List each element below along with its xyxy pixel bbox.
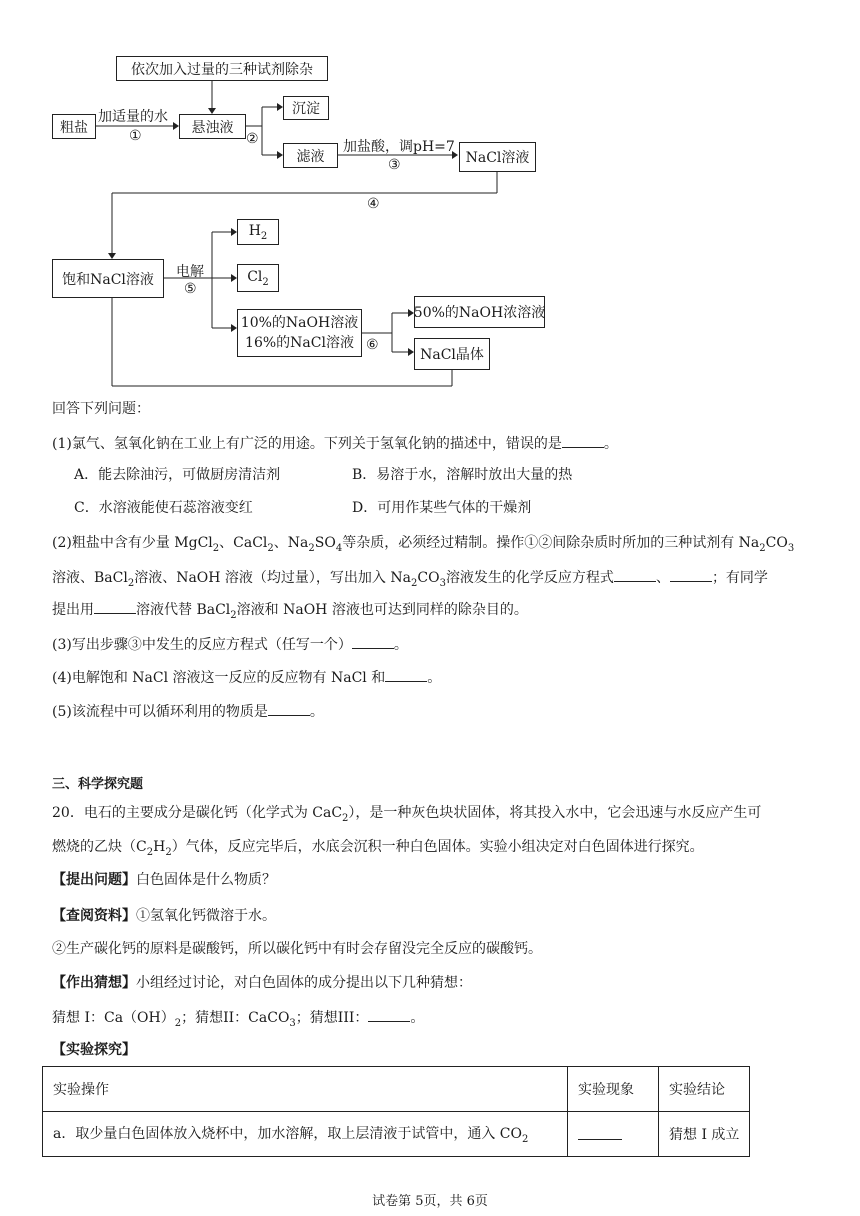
h2-symbol: H (248, 222, 261, 239)
guess-c: ；猜想III： (295, 1010, 369, 1026)
table-cell-op (43, 1112, 568, 1157)
nacl-solution-box (459, 142, 536, 172)
q2-l2-sub3: 3 (439, 577, 446, 589)
add-hcl-label: 加盐酸，调pH=7 (343, 139, 455, 155)
q1-blank[interactable] (562, 433, 604, 448)
option-b: B．易溶于水，溶解时放出大量的热 (352, 467, 573, 483)
q3-text: (3)写出步骤③中发生的反应方程式（任写一个） (52, 637, 352, 653)
q5-text: (5)该流程中可以循环利用的物质是 (52, 704, 268, 720)
row1-op-text: a．取少量白色固体放入烧杯中，加水溶解，取上层清液于试管中，通入 CO (53, 1126, 522, 1143)
q2-blank-2[interactable] (670, 567, 712, 582)
mixture-line2: 16%的NaCl溶液 (245, 335, 354, 351)
nacl-crystal-box (414, 338, 490, 370)
question-4 (52, 667, 441, 688)
table-cell-phenomenon (568, 1112, 659, 1157)
q2-f: CO (765, 535, 788, 551)
h2-box (237, 219, 279, 245)
guess-blank[interactable] (368, 1007, 410, 1022)
guess-b: ；猜想II：CaCO (181, 1010, 290, 1026)
reference-1 (52, 906, 276, 926)
q2-l3-sub1: 2 (230, 609, 237, 621)
q2-blank-3[interactable] (94, 599, 136, 614)
q2-l2-sub1: 2 (127, 577, 135, 589)
q2-a: (2)粗盐中含有少量 MgCl (52, 535, 213, 551)
mixture-line1: 10%的NaOH溶液 (240, 315, 359, 331)
q4-blank[interactable] (385, 667, 427, 682)
h2-subscript: 2 (260, 230, 268, 242)
q2-l3-b: 溶液代替 BaCl (136, 602, 231, 618)
q2-c: 、Na (273, 535, 309, 551)
table-header-conclusion: 实验结论 (659, 1067, 750, 1112)
table-header-phenomenon: 实验现象 (568, 1067, 659, 1112)
guess-sub2: 3 (289, 1017, 296, 1029)
q20-l2-sub1: 2 (146, 846, 154, 858)
ask-text: 白色固体是什么物质？ (136, 872, 276, 888)
q4-text: (4)电解饱和 NaCl 溶液这一反应的反应物有 NaCl 和 (52, 670, 386, 686)
guess-end: 。 (410, 1010, 425, 1026)
option-a: A．能去除油污，可做厨房清洁剂 (74, 467, 281, 483)
nacl-crystal-text: NaCl晶体 (420, 347, 484, 363)
q2-sub4: 4 (335, 542, 343, 554)
q2-sub3: 2 (308, 542, 315, 554)
q3-blank[interactable] (352, 634, 394, 649)
q2-l3-c: 溶液和 NaOH 溶液也可达到同样的除杂目的。 (236, 602, 528, 618)
q2-l2-b: 溶液、NaOH 溶液（均过量），写出加入 Na (134, 570, 411, 586)
q2-l2-sep: 、 (655, 570, 670, 586)
table-header-row (43, 1067, 750, 1112)
add-water-label: 加适量的水 (98, 109, 168, 125)
step1-label: ① (129, 128, 142, 144)
q20-l2-sub2: 2 (165, 846, 172, 858)
step3-label: ③ (388, 157, 401, 173)
step6-label: ⑥ (366, 337, 379, 353)
ask-label: 【提出问题】 (52, 872, 136, 888)
q4-end: 。 (427, 670, 442, 686)
naoh-50-box (414, 296, 545, 328)
q2-e: 等杂质，必须经过精制。操作①②间除杂质时所加的三种试剂有 Na (342, 535, 760, 551)
guess-text: 小组经过讨论，对白色固体的成分提出以下几种猜想： (136, 975, 472, 991)
q20-l2-b: H (153, 839, 166, 855)
q2-sub2: 2 (267, 542, 274, 554)
q2-b: 、CaCl (219, 535, 268, 551)
q2-l3-a: 提出用 (52, 602, 94, 618)
question-1 (52, 433, 618, 454)
page-footer: 试卷第 5页，共 6页 (372, 1194, 488, 1209)
q20-l2-c: ）气体，反应完毕后，水底会沉积一种白色固体。实验小组决定对白色固体进行探究。 (171, 839, 704, 855)
q2-l2-a: 溶液、BaCl (52, 570, 128, 586)
ask-question (52, 870, 276, 890)
q20-a: 20．电石的主要成分是碳化钙（化学式为 CaC (52, 805, 343, 821)
q5-blank[interactable] (268, 701, 310, 716)
cl2-box (237, 264, 279, 292)
question-2-line3 (52, 599, 528, 626)
section-title: 三、科学探究题 (52, 777, 144, 792)
filtrate-text: 滤液 (296, 148, 325, 165)
h2-text (249, 223, 268, 242)
q2-d: SO (314, 535, 336, 551)
step5-label: ⑤ (184, 281, 197, 297)
q2-sub1: 2 (212, 542, 220, 554)
q5-end: 。 (309, 704, 324, 720)
electrolysis-label: 电解 (176, 264, 204, 280)
q20-b: ），是一种灰色块状固体，将其投入水中，它会迅速与水反应产生可 (348, 805, 762, 821)
experiment-table (42, 1066, 750, 1157)
crude-salt-box (52, 114, 96, 139)
reagent-box (116, 56, 328, 81)
table-cell-conclusion: 猜想 I 成立 (659, 1112, 750, 1157)
q2-sub6: 3 (787, 542, 795, 554)
question-2-line2 (52, 567, 768, 594)
answer-prompt: 回答下列问题： (52, 401, 150, 417)
question-5 (52, 701, 324, 722)
experiment-label: 【实验探究】 (52, 1042, 136, 1058)
q1-text: (1)氯气、氢氧化钠在工业上有广泛的用途。下列关于氢氧化钠的描述中，错误的是 (52, 436, 562, 452)
reagent-box-text: 依次加入过量的三种试剂除杂 (131, 61, 313, 78)
question-3 (52, 634, 408, 655)
option-d: D．可用作某些气体的干燥剂 (352, 500, 532, 516)
q20-sub1: 2 (342, 812, 349, 824)
saturated-nacl-text: 饱和NaCl溶液 (62, 271, 154, 288)
hypothesis-intro (52, 973, 472, 993)
hypothesis-line (52, 1007, 424, 1034)
ref-text1: ①氢氧化钙微溶于水。 (136, 908, 276, 924)
question-20-line1 (52, 803, 761, 829)
phenomenon-blank[interactable] (578, 1125, 622, 1140)
step4-label: ④ (367, 196, 380, 212)
table-header-op: 实验操作 (43, 1067, 568, 1112)
naoh-50-text: 50%的NaOH浓溶液 (413, 305, 546, 321)
step2-label: ② (246, 131, 259, 147)
suspension-text: 悬浊液 (191, 119, 234, 136)
q2-l2-e: ；有同学 (711, 570, 768, 586)
saturated-nacl-box (52, 259, 164, 298)
table-row (43, 1112, 750, 1157)
guess-a: 猜想 I：Ca（OH） (52, 1010, 175, 1026)
mixture-box (237, 309, 362, 357)
cl2-text (247, 269, 269, 288)
q3-end: 。 (393, 637, 408, 653)
question-2-line1 (52, 533, 794, 559)
q2-blank-1[interactable] (614, 567, 656, 582)
precipitate-box (283, 96, 329, 120)
reference-2: ②生产碳化钙的原料是碳酸钙，所以碳化钙中有时会存留没完全反应的碳酸钙。 (52, 941, 542, 957)
cl2-subscript: 2 (262, 276, 269, 288)
ref-label: 【查阅资料】 (52, 908, 136, 924)
question-20-line2 (52, 837, 704, 863)
q1-end: 。 (603, 436, 618, 452)
crude-salt-text: 粗盐 (60, 119, 88, 136)
guess-label: 【作出猜想】 (52, 975, 136, 991)
guess-sub1: 2 (174, 1017, 182, 1029)
q2-l2-c: CO (417, 570, 440, 586)
q2-l2-sub2: 2 (410, 577, 418, 589)
nacl-solution-text: NaCl溶液 (465, 150, 530, 166)
filtrate-box (283, 143, 338, 168)
suspension-box (179, 114, 246, 139)
q2-sub5: 2 (759, 542, 766, 554)
row1-op-sub: 2 (522, 1133, 529, 1145)
precipitate-text: 沉淀 (292, 101, 320, 117)
q2-l2-d: 溶液发生的化学反应方程式 (445, 570, 614, 586)
option-c: C．水溶液能使石蕊溶液变红 (74, 500, 253, 516)
cl2-symbol: Cl (247, 268, 263, 285)
q20-l2-a: 燃烧的乙炔（C (52, 839, 147, 855)
